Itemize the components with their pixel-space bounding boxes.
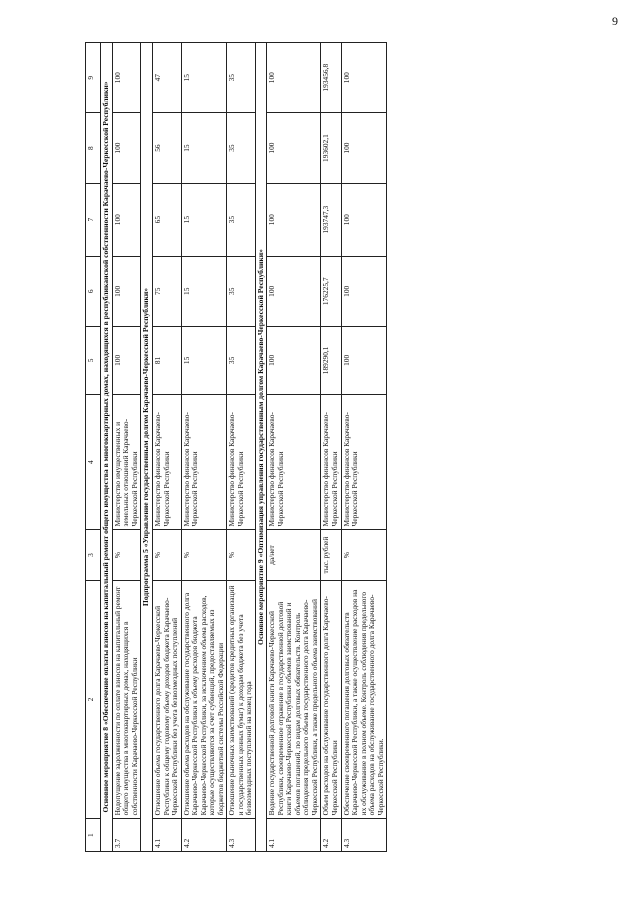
column-number-header: 1: [86, 819, 101, 852]
rotated-table-sheet: [85, 42, 605, 852]
table-row: [152, 43, 181, 852]
indicator-name-cell: Ведение государственной долговой книги Карачаево-Черкесской Республики, своевременное отражение в государственной долговой книги Карачаево-Черкесской Республики объемов заимствований и объемов погашений, по видам долговых обязательств. Контроль соблюдения предельного объема государственного долга Карачаево-Черкесской Республики, а также предельного объема заимствований: [267, 580, 321, 819]
value-col-5-cell: 81: [152, 326, 181, 394]
section-title: Основное мероприятие 9 «Оптимизация управления государственным долгом Карачаево-Черкесской Республики»: [255, 43, 267, 852]
column-number-header: 6: [86, 256, 101, 326]
column-number-header: 3: [86, 530, 101, 580]
column-number-header: 4: [86, 394, 101, 530]
row-number-cell: 4.3: [341, 819, 387, 852]
unit-cell: %: [341, 530, 387, 580]
page-number: 9: [612, 14, 618, 28]
indicator-name-cell: Недопущение задолженности по оплате взносов на капитальный ремонт общего имущества в многоквартирных домах, находящихся в собственности Карачаево-Черкесской Республики: [112, 580, 141, 819]
value-col-5-cell: 100: [267, 326, 321, 394]
section-title-row: [141, 43, 153, 852]
responsible-executor-cell: Министерство имущественных и земельных отношений Карачаево-Черкесской Республики: [112, 394, 141, 530]
column-number-header: 7: [86, 183, 101, 256]
value-col-6-cell: 176225,7: [321, 256, 341, 326]
value-col-8-cell: 100: [341, 113, 387, 183]
column-number-header: 2: [86, 580, 101, 819]
table-row: [341, 43, 387, 852]
value-col-6-cell: 100: [112, 256, 141, 326]
value-col-8-cell: 56: [152, 113, 181, 183]
table-row: [112, 43, 141, 852]
value-col-9-cell: 100: [341, 43, 387, 113]
value-col-5-cell: 100: [341, 326, 387, 394]
value-col-7-cell: 35: [227, 183, 256, 256]
value-col-9-cell: 35: [227, 43, 256, 113]
table-row: [267, 43, 321, 852]
value-col-8-cell: 35: [227, 113, 256, 183]
row-number-cell: 4.1: [267, 819, 321, 852]
section-title: Подпрограмма 5 «Управление государственным долгом Карачаево-Черкесской Республики»: [141, 43, 153, 852]
value-col-9-cell: 47: [152, 43, 181, 113]
value-col-9-cell: 100: [112, 43, 141, 113]
value-col-8-cell: 100: [267, 113, 321, 183]
value-col-9-cell: 100: [267, 43, 321, 113]
value-col-5-cell: 35: [227, 326, 256, 394]
value-col-6-cell: 75: [152, 256, 181, 326]
indicator-name-cell: Отношение объема расходов на обслуживание государственного долга Карачаево-Черкесской Республики к объему расходов бюджета Карачаево-Черкесской Республики, за исключением объема расходов, которые осуществляются за счет субвенций, предоставляемых из бюджетов бюджетной системы Российской Федерации: [181, 580, 227, 819]
value-col-9-cell: 15: [181, 43, 227, 113]
responsible-executor-cell: Министерство финансов Карачаево-Черкесской Республики: [267, 394, 321, 530]
unit-cell: %: [112, 530, 141, 580]
value-col-6-cell: 15: [181, 256, 227, 326]
unit-cell: %: [181, 530, 227, 580]
responsible-executor-cell: Министерство финансов Карачаево-Черкесской Республики: [227, 394, 256, 530]
table-row: [181, 43, 227, 852]
value-col-7-cell: 100: [112, 183, 141, 256]
value-col-7-cell: 100: [341, 183, 387, 256]
value-col-5-cell: 189290,1: [321, 326, 341, 394]
responsible-executor-cell: Министерство финансов Карачаево-Черкесской Республики: [152, 394, 181, 530]
indicator-name-cell: Объем расходов на обслуживание государственного долга Карачаево-Черкесской Республики: [321, 580, 341, 819]
row-number-cell: 4.1: [152, 819, 181, 852]
indicator-name-cell: Отношение объема государственного долга Карачаево-Черкесской Республики к общему годовому объему доходов бюджета Карачаево-Черкесской Республики без учета безвозмездных поступлений: [152, 580, 181, 819]
column-number-header: 5: [86, 326, 101, 394]
table-row: [227, 43, 256, 852]
row-number-cell: 4.2: [321, 819, 341, 852]
value-col-8-cell: 100: [112, 113, 141, 183]
value-col-7-cell: 193747,3: [321, 183, 341, 256]
unit-cell: %: [227, 530, 256, 580]
column-number-header: 9: [86, 43, 101, 113]
section-title-row: [255, 43, 267, 852]
row-number-cell: 3.7: [112, 819, 141, 852]
responsible-executor-cell: Министерство финансов Карачаево-Черкесской Республики: [341, 394, 387, 530]
row-number-cell: 4.3: [227, 819, 256, 852]
value-col-7-cell: 65: [152, 183, 181, 256]
unit-cell: %: [152, 530, 181, 580]
row-number-cell: 4.2: [181, 819, 227, 852]
value-col-7-cell: 100: [267, 183, 321, 256]
indicator-name-cell: Отношение рыночных заимствований (кредитов кредитных организаций и государственных ценных бумаг) к доходам бюджета без учета безвозмездных поступлений на конец года: [227, 580, 256, 819]
value-col-9-cell: 193456,8: [321, 43, 341, 113]
column-number-header: 8: [86, 113, 101, 183]
value-col-8-cell: 15: [181, 113, 227, 183]
value-col-8-cell: 193602,1: [321, 113, 341, 183]
section-title: Основное мероприятие 8 «Обеспечение оплаты взносов на капитальный ремонт общего имущества в многоквартирных домах, находящихся в республиканской собственности Карачаево-Черкесской Республики»: [101, 43, 113, 852]
value-col-6-cell: 100: [267, 256, 321, 326]
value-col-6-cell: 100: [341, 256, 387, 326]
unit-cell: да/нет: [267, 530, 321, 580]
unit-cell: тыс. рублей: [321, 530, 341, 580]
value-col-6-cell: 35: [227, 256, 256, 326]
header-row: [86, 43, 101, 852]
value-col-7-cell: 15: [181, 183, 227, 256]
indicators-table: [85, 42, 387, 852]
indicator-name-cell: Обеспечение своевременного погашения долговых обязательств Карачаево-Черкесской Республики, а также осуществление расходов на их обслуживание в полном объеме. Контроль соблюдения предельного объема расходов на обслуживание государственного долга Карачаево-Черкесской Республики.: [341, 580, 387, 819]
table-row: [321, 43, 341, 852]
value-col-5-cell: 100: [112, 326, 141, 394]
section-title-row: [101, 43, 113, 852]
value-col-5-cell: 15: [181, 326, 227, 394]
responsible-executor-cell: Министерство финансов Карачаево-Черкесской Республики: [181, 394, 227, 530]
responsible-executor-cell: Министерство финансов Карачаево-Черкесской Республики: [321, 394, 341, 530]
